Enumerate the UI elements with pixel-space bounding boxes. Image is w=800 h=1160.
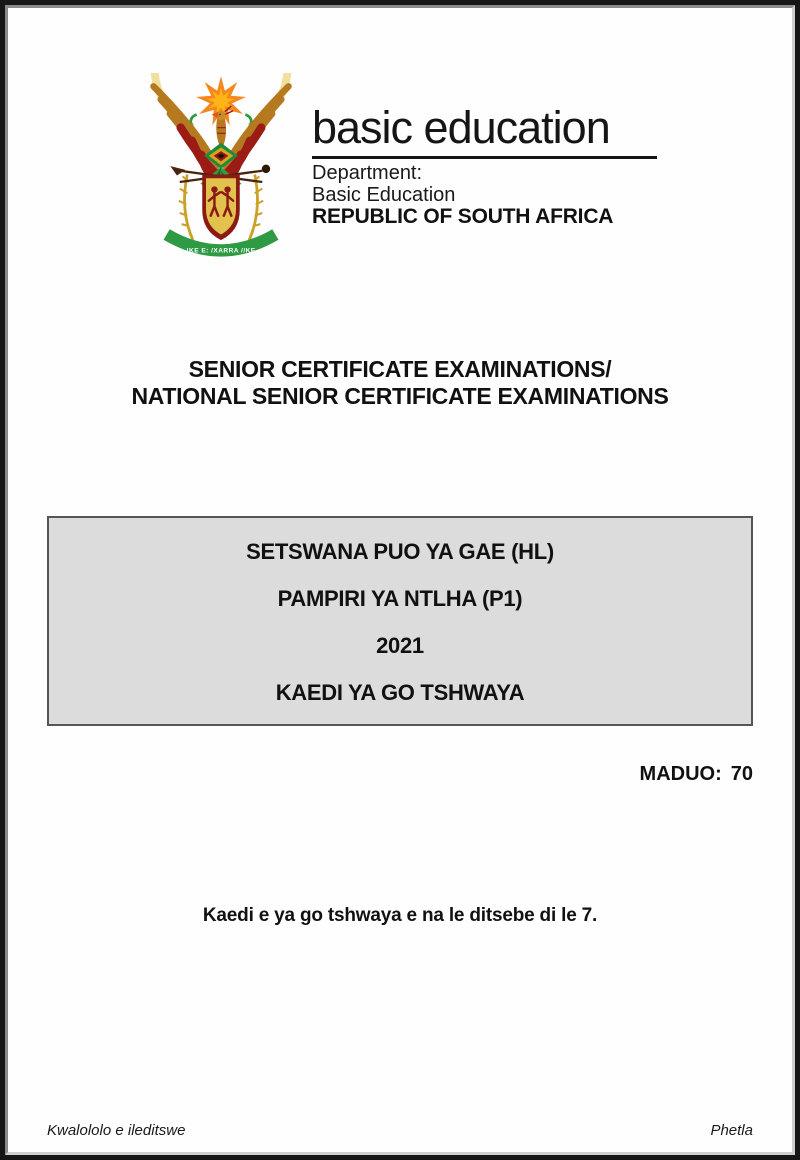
subject-box [47, 516, 753, 726]
marks-line [640, 763, 753, 786]
exam-year: 2021 [376, 633, 424, 658]
country-name: REPUBLIC OF SOUTH AFRICA [312, 205, 614, 229]
footer-copyright: Kwalololo e ileditswe [47, 1122, 186, 1139]
footer-turn-over: Phetla [710, 1122, 753, 1139]
shield [202, 175, 240, 241]
exam-heading [0, 356, 800, 409]
exam-heading-line2: NATIONAL SENIOR CERTIFICATE EXAMINATIONS [131, 382, 669, 409]
department-label: Department: [312, 162, 423, 184]
pages-note: Kaedi e ya go tshwaya e na le ditsebe di le 7. [202, 905, 598, 926]
masthead-department-block [312, 163, 613, 228]
subject-name: SETSWANA PUO YA GAE (HL) [246, 539, 554, 564]
coat-of-arms-logo [146, 73, 296, 261]
department-name: Basic Education [312, 183, 456, 206]
masthead-brand-block [312, 104, 657, 159]
motto-text: !KE E: /XARRA //KE [186, 247, 256, 255]
page-footer [47, 1122, 753, 1139]
exam-heading-line1: SENIOR CERTIFICATE EXAMINATIONS/ [188, 356, 612, 382]
marks-value: 70 [730, 763, 753, 785]
marks-label: MADUO: [639, 763, 722, 785]
paper-number: PAMPIRI YA NTLHA (P1) [277, 586, 523, 611]
brand-wordmark: basic education [312, 102, 610, 153]
brand-underline [312, 156, 657, 159]
document-type: KAEDI YA GO TSHWAYA [275, 680, 525, 705]
